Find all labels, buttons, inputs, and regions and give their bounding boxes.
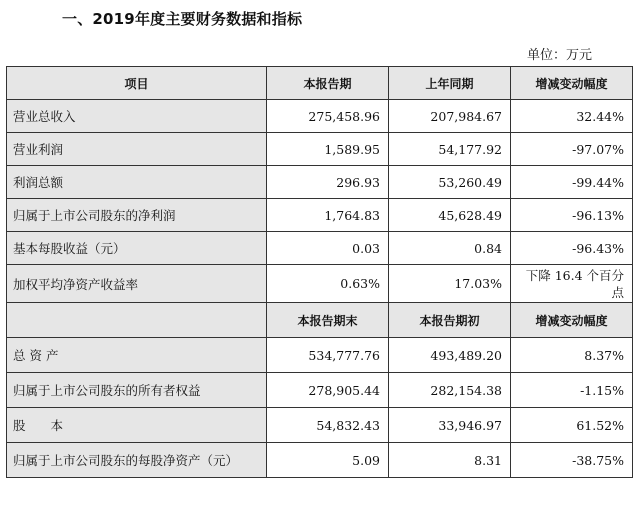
- period-end-value: 5.09: [267, 443, 389, 478]
- table-row: [7, 100, 633, 133]
- table-row: [7, 443, 633, 478]
- row-label: 营业总收入: [7, 100, 267, 133]
- current-value: 275,458.96: [267, 100, 389, 133]
- prior-value: 17.03%: [389, 265, 511, 303]
- current-value: 296.93: [267, 166, 389, 199]
- header-cell-current-period: 本报告期: [267, 67, 389, 100]
- row-label: 营业利润: [7, 133, 267, 166]
- change-value: 8.37%: [511, 338, 633, 373]
- table-row: [7, 265, 633, 303]
- table-row: [7, 166, 633, 199]
- header-cell-change: 增减变动幅度: [511, 303, 633, 338]
- current-value: 1,589.95: [267, 133, 389, 166]
- change-value: 32.44%: [511, 100, 633, 133]
- prior-value: 53,260.49: [389, 166, 511, 199]
- table-row: [7, 408, 633, 443]
- change-value: -96.13%: [511, 199, 633, 232]
- row-label: 归属于上市公司股东的每股净资产（元）: [7, 443, 267, 478]
- change-value: -99.44%: [511, 166, 633, 199]
- change-value: -97.07%: [511, 133, 633, 166]
- row-label: 归属于上市公司股东的净利润: [7, 199, 267, 232]
- prior-value: 45,628.49: [389, 199, 511, 232]
- financial-data-table: [6, 66, 633, 478]
- period-start-value: 33,946.97: [389, 408, 511, 443]
- period-start-value: 8.31: [389, 443, 511, 478]
- period-end-value: 54,832.43: [267, 408, 389, 443]
- row-label: 基本每股收益（元）: [7, 232, 267, 265]
- table-row: [7, 199, 633, 232]
- row-label: 利润总额: [7, 166, 267, 199]
- table-row: [7, 133, 633, 166]
- change-value: 61.52%: [511, 408, 633, 443]
- change-value: -1.15%: [511, 373, 633, 408]
- change-value: -96.43%: [511, 232, 633, 265]
- prior-value: 0.84: [389, 232, 511, 265]
- header-cell-change: 增减变动幅度: [511, 67, 633, 100]
- period-start-value: 282,154.38: [389, 373, 511, 408]
- table-row: [7, 232, 633, 265]
- change-value: -38.75%: [511, 443, 633, 478]
- header-cell-item: 项目: [7, 67, 267, 100]
- current-value: 1,764.83: [267, 199, 389, 232]
- period-end-value: 278,905.44: [267, 373, 389, 408]
- table-header-row: [7, 67, 633, 100]
- prior-value: 54,177.92: [389, 133, 511, 166]
- table-row: [7, 338, 633, 373]
- row-label: 股 本: [7, 408, 267, 443]
- period-start-value: 493,489.20: [389, 338, 511, 373]
- unit-label: 单位：万元: [526, 48, 592, 63]
- row-label: 总 资 产: [7, 338, 267, 373]
- table-subheader-row: [7, 303, 633, 338]
- table-row: [7, 373, 633, 408]
- period-end-value: 534,777.76: [267, 338, 389, 373]
- section-heading: 一、2019年度主要财务数据和指标: [62, 10, 303, 28]
- header-cell-blank: [7, 303, 267, 338]
- prior-value: 207,984.67: [389, 100, 511, 133]
- current-value: 0.03: [267, 232, 389, 265]
- row-label: 加权平均净资产收益率: [7, 265, 267, 303]
- current-value: 0.63%: [267, 265, 389, 303]
- header-cell-period-start: 本报告期初: [389, 303, 511, 338]
- header-cell-prior-period: 上年同期: [389, 67, 511, 100]
- change-value: 下降 16.4 个百分点: [511, 265, 633, 303]
- row-label: 归属于上市公司股东的所有者权益: [7, 373, 267, 408]
- header-cell-period-end: 本报告期末: [267, 303, 389, 338]
